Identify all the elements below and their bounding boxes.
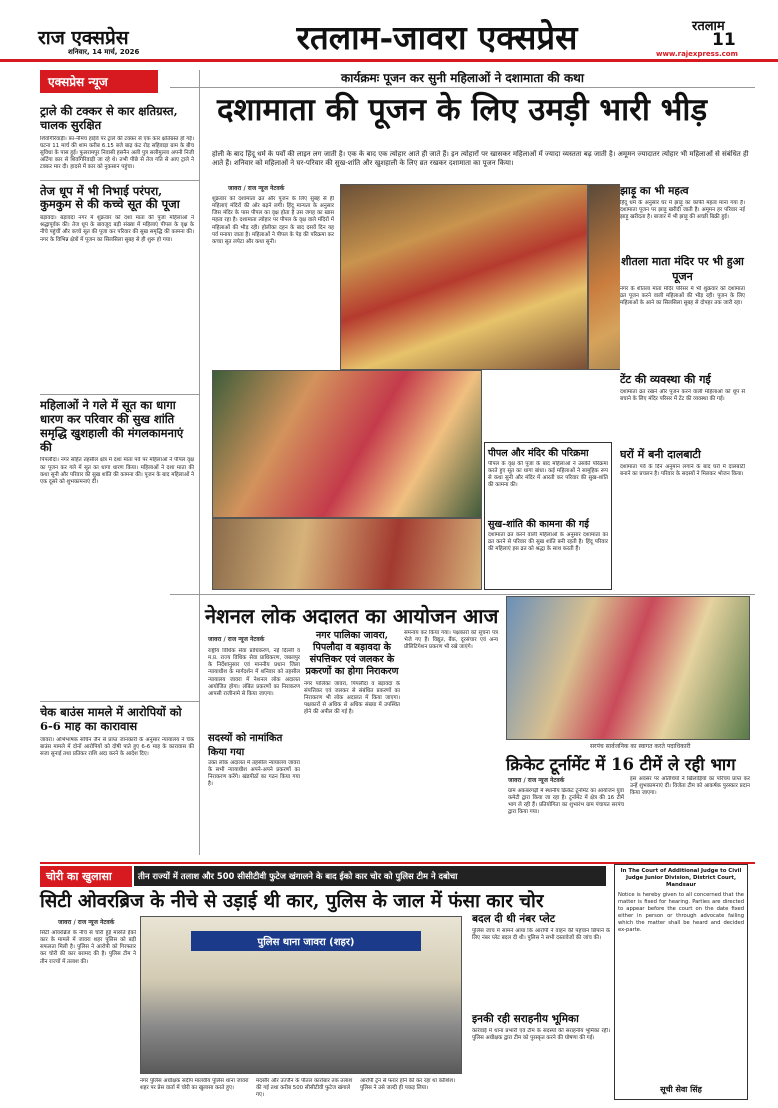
side-body: दशामाता पर्व के दिन अनुमान लगाने के बाद घरों में दालबाटी बनाने का प्रचलन है। परिवार के सदस्यों ने मिलकर भोजन किया। <box>620 464 745 478</box>
cricket-body: ग्राम अकबरगढ़ी में स्थानीय क्रिकेट टूर्नामेंट का आयोजन युवा कमेटी द्वारा किया जा रहा है। टूर्नामेंट में क्षेत्र की 16 टीमें भाग ले रही हैं। प्रतियोगिता का शुभारंभ ग्राम पंचायत सरपंच द्वारा किया गया। <box>508 788 624 816</box>
parikrama-box <box>484 442 612 590</box>
court-notice <box>614 864 748 1100</box>
box-body: पीपल के वृक्ष की पूजा के बाद महिलाओं ने उसकी परिक्रमा करते हुए सूत का धागा बांधा। कई महिलाओं ने सामूहिक रूप से कथा सुनी और मंदिर में आरती कर परिवार की सुख-शांति की कामना की। <box>488 461 608 489</box>
women-group-photo <box>212 370 482 518</box>
sidebar-story <box>40 706 199 855</box>
cricket-headline: क्रिकेट टूर्नामेंट में 16 टीमें ले रही भाग <box>506 755 736 774</box>
lead-kicker-bar <box>170 66 755 88</box>
sidebar <box>40 70 200 855</box>
story-body: शिवगिरिवाड़ी। फ़ा-नीमच हाईवे पर ट्राले की टक्कर से एक कार क्षतिग्रस्त हो गई। घटना 11 मार्च की शाम करीब 6.15 बजे बाढ़ कंट रोड़ सहिवाड़ा ग्राम के बीच सुविधा के पास हुई। फुलरामपुर निवासी हसनैन अली पुत्र सलीमुल्ला अपनी निजी अर्टिगा कार से शिवगिरिवाड़ी जा रहे थे। तभी पीछे से तेज गति से आए ट्राले ने टक्कर मार दी। हादसे में कार को नुकसान पहुंचा। <box>40 135 194 171</box>
sidebar-label: एक्सप्रेस न्यूज <box>40 70 158 93</box>
role-headline: इनकी रही सराहनीय भूमिका <box>472 1013 579 1025</box>
police-station-photo <box>140 916 462 1074</box>
lok-adalat-byline: जावरा / राज न्यूज नेटवर्क <box>208 636 265 643</box>
crime-right-column <box>472 912 610 1102</box>
crime-col3: आरोपी ट्रेन से फरार होने की कर रहा था कोशिश। पुलिस ने उसे जल्दी ही पकड़ लिया। <box>360 1078 456 1092</box>
notice-body: Notice is hereby given to all concerned that the matter is fixed for hearing. Parties are directed to appear before the court on the date fixed either in person or through advocate failing which the matter shall be heard and decided ex-parte. <box>618 892 744 933</box>
lead-headline: दशामाता की पूजन के लिए उमड़ी भारी भीड़ <box>216 92 708 128</box>
lok-adalat-box <box>304 630 400 858</box>
notice-signer: सूची सेवा सिंह <box>660 1085 702 1095</box>
station-sign: पुलिस थाना जावरा (शहर) <box>191 931 421 951</box>
lok-adalat-sub-body: उक्त लोक अदालत में तहसील न्यायालय जावरा के सभी न्यायाधीश अपने-अपने प्रकरणों का निराकरण करेंगे। खंडपीठों का गठन किया गया है। <box>208 760 300 788</box>
crime-headline: सिटी ओवरब्रिज के नीचे से उड़ाई थी कार, पुलिस के जाल में फंसा कार चोर <box>40 891 544 912</box>
lok-adalat-subhead: सदस्यों को नामांकित किया गया <box>208 733 283 758</box>
crime-byline: जावरा / राज न्यूज नेटवर्क <box>58 919 115 926</box>
crime-col2: मंदसौर और उज्जैन के पीतल कारोबार तक तलाश की गई तथा करीब 500 सीसीटीवी फुटेज खंगाले गए। <box>256 1078 353 1099</box>
box-body: नगर पालिका जावरा, पिपलौदा व बड़ावदा के संपत्तिकर एवं जलकर से संबंधित प्रकरणों का निराकरण भी लोक अदालत में किया जाएगा। पक्षकारों से अधिक से अधिक संख्या में उपस्थित होने की अपील की गई है। <box>304 680 400 715</box>
lead-kicker: कार्यक्रमः पूजन कर सुनी महिलाओं ने दशामाता की कथा <box>341 71 584 85</box>
story-headline: ट्राले की टक्कर से कार क्षतिग्रस्त, चालक सुरक्षित <box>40 104 178 132</box>
box-headline: सुख-शांति की कामना की गई <box>488 519 589 530</box>
police-photo-caption: नगर पुलिस अधीक्षक संदीप मालवीय पुलिस थाना जावरा शहर पर प्रेस वार्ता में चोरी का खुलासा करते हुए। <box>140 1078 249 1092</box>
lok-adalat-headline: नेशनल लोक अदालत का आयोजन आज <box>205 604 499 628</box>
side-headline: शीतला माता मंदिर पर भी हुआ पूजन <box>621 255 744 283</box>
box-headline: नगर पालिका जावरा, पिपलौदा व बड़ावदा के संपत्तिकर एवं जलकर के प्रकरणों का होगा निराकरण <box>305 630 399 677</box>
lead-side-column <box>620 184 745 584</box>
date: शनिवार, 14 मार्च, 2026 <box>68 48 140 56</box>
story-headline: चेक बाउंस मामले में आरोपियों को 6-6 माह का कारावास <box>40 705 182 734</box>
sidebar-story <box>40 185 199 391</box>
website[interactable]: www.rajexpress.com <box>656 50 738 58</box>
lead-byline: जावरा / राज न्यूज नेटवर्क <box>228 185 285 192</box>
lead-deck: होली के बाद हिंदू धर्म के पर्वों की लाइन लग जाती है। एक के बाद एक त्योहार आते ही जाते हैं। इन त्योहारों पर खासकर महिलाओं में ज्यादा व्यस्तता बढ़ जाती है। अमूमन ज्यादातर त्योहार भी महिलाओं से संबंधित ही आते हैं। शनिवार को महिलाओं ने घर-परिवार की सुख-शांति और खुशहाली के लिए व्रत रखकर दशामाता का पूजन किया। <box>212 150 749 168</box>
masthead <box>0 0 778 62</box>
rituals-photo <box>212 518 482 590</box>
box-body: दशामाता व्रत करने वाली महिलाओं के अनुसार दशामाता का व्रत करने से परिवार की सुख शांति बनी रहती है। हिंदू परिवार की महिलाएं इस व्रत को श्रद्धा के साथ करती हैं। <box>488 532 608 553</box>
side-body: हिंदू धर्म के अनुसार घर में झाड़ू का काफी महत्व माना गया है। दशामाता पूजन पर झाड़ू खरीदी जाती है। अमूमन हर परिवार नई झाड़ू खरीदता है। बाजार में भी झाड़ू की अच्छी बिक्री हुई। <box>620 200 745 221</box>
sidebar-story <box>40 399 199 697</box>
cricket-photo <box>506 596 750 740</box>
crime-subhead: बदल दी थी नंबर प्लेट <box>472 913 555 925</box>
lok-adalat-col1 <box>208 648 300 858</box>
crime-kicker: तीन राज्यों में तलाश और 500 सीसीटीवी फुटेज खंगालने के बाद ईको कार चोर को पुलिस टीम ने दबोचा <box>138 871 458 881</box>
crime-sub-body: पुलिस जांच में सामने आया कि आरोपी ने वाहन की पहचान छिपाने के लिए नंबर प्लेट बदल दी थी। पुलिस ने सभी दस्तावेजों की जांच की। <box>472 928 610 942</box>
notice-title: In The Court of Additional Judge to Civil Judge Junior Division, District Court, Mandsaur <box>620 868 742 888</box>
sidebar-story <box>40 105 199 176</box>
story-headline: तेज धूप में भी निभाई परंपरा, कुमकुम से की कच्चे सूत की पूजा <box>40 183 180 212</box>
side-headline: टेंट की व्यवस्था की गई <box>620 373 711 386</box>
story-body: जावरा। अभिभाषक सचिन जैन से प्राप्त जानकारी के अनुसार न्यायालय ने चेक बाउंस मामले में दोनों आरोपियों को दोषी पाते हुए 6-6 माह के कारावास की सजा सुनाई तथा प्रतिकर राशि अदा करने के आदेश दिए। <box>40 736 194 758</box>
lead-body: शुक्रवार को दशामाता व्रत और पूजन के लिए सुबह से ही महिलाएं मंदिरों की ओर बढ़ने लगी। हिंदू मान्यता के अनुसार जिस मंदिर के पास पीपल का वृक्ष होता है उस जगह का खास महत्व रहा है। दशामाता त्योहार पर पीपल के वृक्ष वाले मंदिरों में महिलाओं की भीड़ रही। होलीका दहन के बाद दसवें दिन यह पर्व मनाया जाता है। महिलाओं ने पीपल के पेड़ की परिक्रमा कर कच्चा सूत लपेटा और कथा सुनी। <box>212 196 334 245</box>
crime-kicker-bar <box>134 866 606 886</box>
page-number: 11 <box>712 30 736 50</box>
role-body: कार्रवाई में थाना प्रभारी एवं टीम के सदस्यों की सराहनीय भूमिका रही। पुलिस अधीक्षक द्वारा टीम को पुरस्कृत करने की घोषणा की गई। <box>472 1028 610 1042</box>
side-headline: घरों में बनी दालबाटी <box>620 448 701 461</box>
crime-body: सिटी ओवरब्रिज के नीचे से चोरी हुई मारुति ईको कार के मामले में जावरा शहर पुलिस को बड़ी सफलता मिली है। पुलिस ने आरोपी को गिरफ्तार कर चोरी की कार बरामद की है। पुलिस टीम ने तीन राज्यों में तलाश की। <box>40 930 136 965</box>
story-headline: महिलाओं ने गले में सूत का धागा धारण कर परिवार की सुख शांति समृद्धि खुशहाली की मंगलकामनाएं की <box>40 398 184 454</box>
cricket-body-col2: इस अवसर पर अतिथियों ने खिलाड़ियों का परिचय प्राप्त कर उन्हें शुभकामनाएं दीं। विजेता टीम को आकर्षक पुरस्कार प्रदान किया जाएगा। <box>630 776 750 797</box>
box-headline: पीपल और मंदिर की परिक्रमा <box>488 448 589 459</box>
side-headline: झाड़ू का भी महत्व <box>620 185 689 197</box>
side-body: नगर के शीतला माता मंदिर परिसर में भी शुक्रवार को दशामाता व्रत पूजन करने वाली महिलाओं की भीड़ रही। पूजन के लिए महिलाओं के आने का सिलसिला सुबह से दोपहर तक जारी रहा। <box>620 286 745 307</box>
city: रतलाम <box>692 19 725 34</box>
brand-logo: राज एक्सप्रेस <box>38 27 129 49</box>
lok-adalat-col3: समन्वय कर किया गया। पक्षकारों को सूचना पत्र भेजे गए हैं। विद्युत, बैंक, दूरसंचार एवं अन्य प्रीलिटिगेशन प्रकरण भी रखे जाएंगे। <box>404 630 498 651</box>
cricket-byline: जावरा / राज न्यूज नेटवर्क <box>508 777 565 784</box>
edition-title: रतलाम-जावरा एक्सप्रेस <box>296 18 578 57</box>
side-body: दशामाता व्रत रखने और पूजन करने वाली महिलाओं को धूप से बचाने के लिए मंदिर परिसर में टेंट की व्यवस्था की गई। <box>620 389 745 403</box>
dashamata-photo <box>340 184 588 370</box>
cricket-photo-caption: सरपंच सार्वजनिक का स्वागत करते पदाधिकारी <box>590 743 691 750</box>
crime-label: चोरी का खुलासा <box>40 866 132 887</box>
story-body: पिपलौदा। नगर सहित तहसील क्षेत्र में दशा माता पर्व पर महिलाओं ने पीपल वृक्ष का पूजन कर गले में सूत का धागा धारण किया। महिलाओं ने दशा माता की कथा सुनी और परिवार की सुख शांति की कामना की। पूजन के बाद महिलाओं ने एक दूसरे को शुभकामनाएं दीं। <box>40 457 194 485</box>
story-body: बड़ावदा। बड़ावदा नगर में शुक्रवार को दशा माता की पूजा महिलाओं ने श्रद्धापूर्वक की। तेज धूप के बावजूद बड़ी संख्या में महिलाएं पीपल के वृक्ष के नीचे पहुंचीं और कच्चे सूत की पूजा कर परिवार की सुख समृद्धि की कामना की। नगर के विभिन्न क्षेत्रों में पूजन का सिलसिला सुबह से ही शुरू हो गया। <box>40 215 194 243</box>
lok-adalat-body: राष्ट्रीय विधिक सेवा प्राधिकरण, नई दिल्ली व म.प्र. राज्य विधिक सेवा प्राधिकरण, जबलपुर के निर्देशानुसार एवं माननीय प्रधान जिला न्यायाधीश के मार्गदर्शन में शनिवार को तहसील न्यायालय जावरा में नेशनल लोक अदालत आयोजित होगा। लंबित प्रकरणों का निराकरण आपसी राजीनामे से किया जाएगा। <box>208 648 300 697</box>
